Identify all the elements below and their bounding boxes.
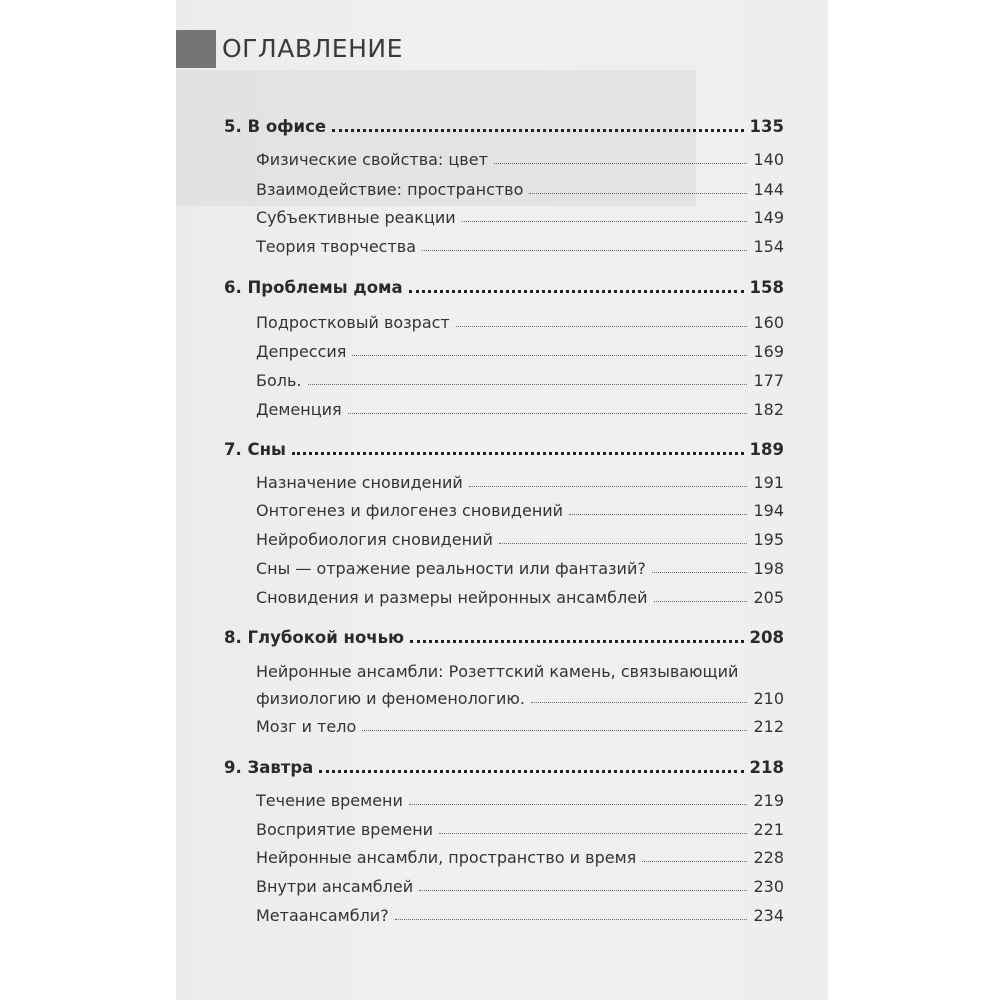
dot-leader <box>348 413 748 414</box>
page-number: 198 <box>753 559 784 578</box>
dot-leader <box>642 861 747 862</box>
dot-leader <box>362 730 747 731</box>
dot-leader <box>462 221 748 222</box>
item-title-line-2: физиологию и феноменологию. <box>256 689 525 708</box>
dot-leader <box>410 640 743 643</box>
page-number: 218 <box>749 758 784 777</box>
page-number: 210 <box>753 689 784 708</box>
dot-leader <box>332 129 743 132</box>
item-title: Физические свойства: цвет <box>256 150 488 169</box>
toc-item[interactable] <box>256 791 784 810</box>
page-number: 135 <box>749 117 784 136</box>
item-title: Внутри ансамблей <box>256 877 414 896</box>
item-title: Онтогенез и филогенез сновидений <box>256 501 564 520</box>
table-of-contents <box>176 0 828 1000</box>
page-number: 208 <box>749 628 784 647</box>
book-page <box>176 0 828 1000</box>
toc-item[interactable] <box>256 848 784 867</box>
toc-item[interactable] <box>256 717 784 736</box>
page-number: 140 <box>753 150 784 169</box>
page-number: 177 <box>753 371 784 390</box>
toc-item[interactable] <box>256 588 784 607</box>
dot-leader <box>654 601 748 602</box>
page-number: 154 <box>753 237 784 256</box>
dot-leader <box>569 514 747 515</box>
toc-chapter-7[interactable] <box>224 440 784 459</box>
toc-chapter-9[interactable] <box>224 758 784 777</box>
page-number: 169 <box>753 342 784 361</box>
dot-leader <box>469 486 748 487</box>
toc-item[interactable] <box>256 342 784 361</box>
toc-chapter-6[interactable] <box>224 278 784 297</box>
item-title: Восприятие времени <box>256 820 434 839</box>
toc-item[interactable] <box>256 906 784 925</box>
page-number: 149 <box>753 208 784 227</box>
page-number: 228 <box>753 848 784 867</box>
item-title: Нейробиология сновидений <box>256 530 493 549</box>
toc-chapter-8[interactable] <box>224 628 784 647</box>
chapter-title: 7. Сны <box>224 440 286 459</box>
page-number: 158 <box>749 278 784 297</box>
item-title: Сновидения и размеры нейронных ансамблей <box>256 588 648 607</box>
toc-item[interactable] <box>256 400 784 419</box>
toc-item[interactable] <box>256 530 784 549</box>
chapter-title: 6. Проблемы дома <box>224 278 403 297</box>
toc-item[interactable] <box>256 371 784 390</box>
item-title: Мозг и тело <box>256 717 357 736</box>
toc-item[interactable] <box>256 820 784 839</box>
toc-item[interactable] <box>256 180 784 199</box>
page-number: 230 <box>753 877 784 896</box>
item-title: Сны — отражение реальности или фантазий? <box>256 559 646 578</box>
dot-leader <box>308 384 748 385</box>
page-number: 189 <box>749 440 784 459</box>
toc-item[interactable] <box>256 313 784 332</box>
dot-leader <box>319 770 743 773</box>
page-number: 205 <box>753 588 784 607</box>
toc-item[interactable] <box>256 559 784 578</box>
page-title: ОГЛАВЛЕНИЕ <box>222 34 403 63</box>
page-number: 144 <box>753 180 784 199</box>
dot-leader <box>352 355 747 356</box>
dot-leader <box>292 452 744 455</box>
item-title: Подростковый возраст <box>256 313 450 332</box>
chapter-title: 9. Завтра <box>224 758 314 777</box>
dot-leader <box>422 250 747 251</box>
dot-leader <box>395 919 748 920</box>
toc-item[interactable] <box>256 689 784 708</box>
page-number: 160 <box>753 313 784 332</box>
item-title: Назначение сновидений <box>256 473 463 492</box>
toc-item[interactable] <box>256 208 784 227</box>
item-title: Субъективные реакции <box>256 208 456 227</box>
page-number: 219 <box>753 791 784 810</box>
item-title-line-1: Нейронные ансамбли: Розеттский камень, связывающий <box>256 662 739 681</box>
dot-leader <box>494 163 748 164</box>
dot-leader <box>409 290 744 293</box>
item-title: Метаансамбли? <box>256 906 389 925</box>
item-title: Нейронные ансамбли, пространство и время <box>256 848 637 867</box>
page-number: 182 <box>753 400 784 419</box>
chapter-title: 5. В офисе <box>224 117 327 136</box>
page-number: 212 <box>753 717 784 736</box>
item-title: Течение времени <box>256 791 403 810</box>
page-number: 191 <box>753 473 784 492</box>
item-title: Деменция <box>256 400 342 419</box>
dot-leader <box>652 572 748 573</box>
toc-item[interactable] <box>256 473 784 492</box>
page-number: 221 <box>753 820 784 839</box>
toc-item[interactable] <box>256 237 784 256</box>
page-number: 195 <box>753 530 784 549</box>
chapter-title: 8. Глубокой ночью <box>224 628 405 647</box>
toc-item[interactable] <box>256 150 784 169</box>
toc-chapter-5[interactable] <box>224 117 784 136</box>
dot-leader <box>456 326 748 327</box>
dot-leader <box>439 833 747 834</box>
dot-leader <box>531 702 748 703</box>
dot-leader <box>529 193 747 194</box>
item-title: Теория творчества <box>256 237 417 256</box>
page-number: 194 <box>753 501 784 520</box>
dot-leader <box>409 804 748 805</box>
dot-leader <box>419 890 747 891</box>
toc-item[interactable] <box>256 877 784 896</box>
page-number: 234 <box>753 906 784 925</box>
item-title: Депрессия <box>256 342 347 361</box>
toc-item[interactable] <box>256 501 784 520</box>
item-title: Взаимодействие: пространство <box>256 180 524 199</box>
dot-leader <box>499 543 748 544</box>
item-title: Боль. <box>256 371 302 390</box>
